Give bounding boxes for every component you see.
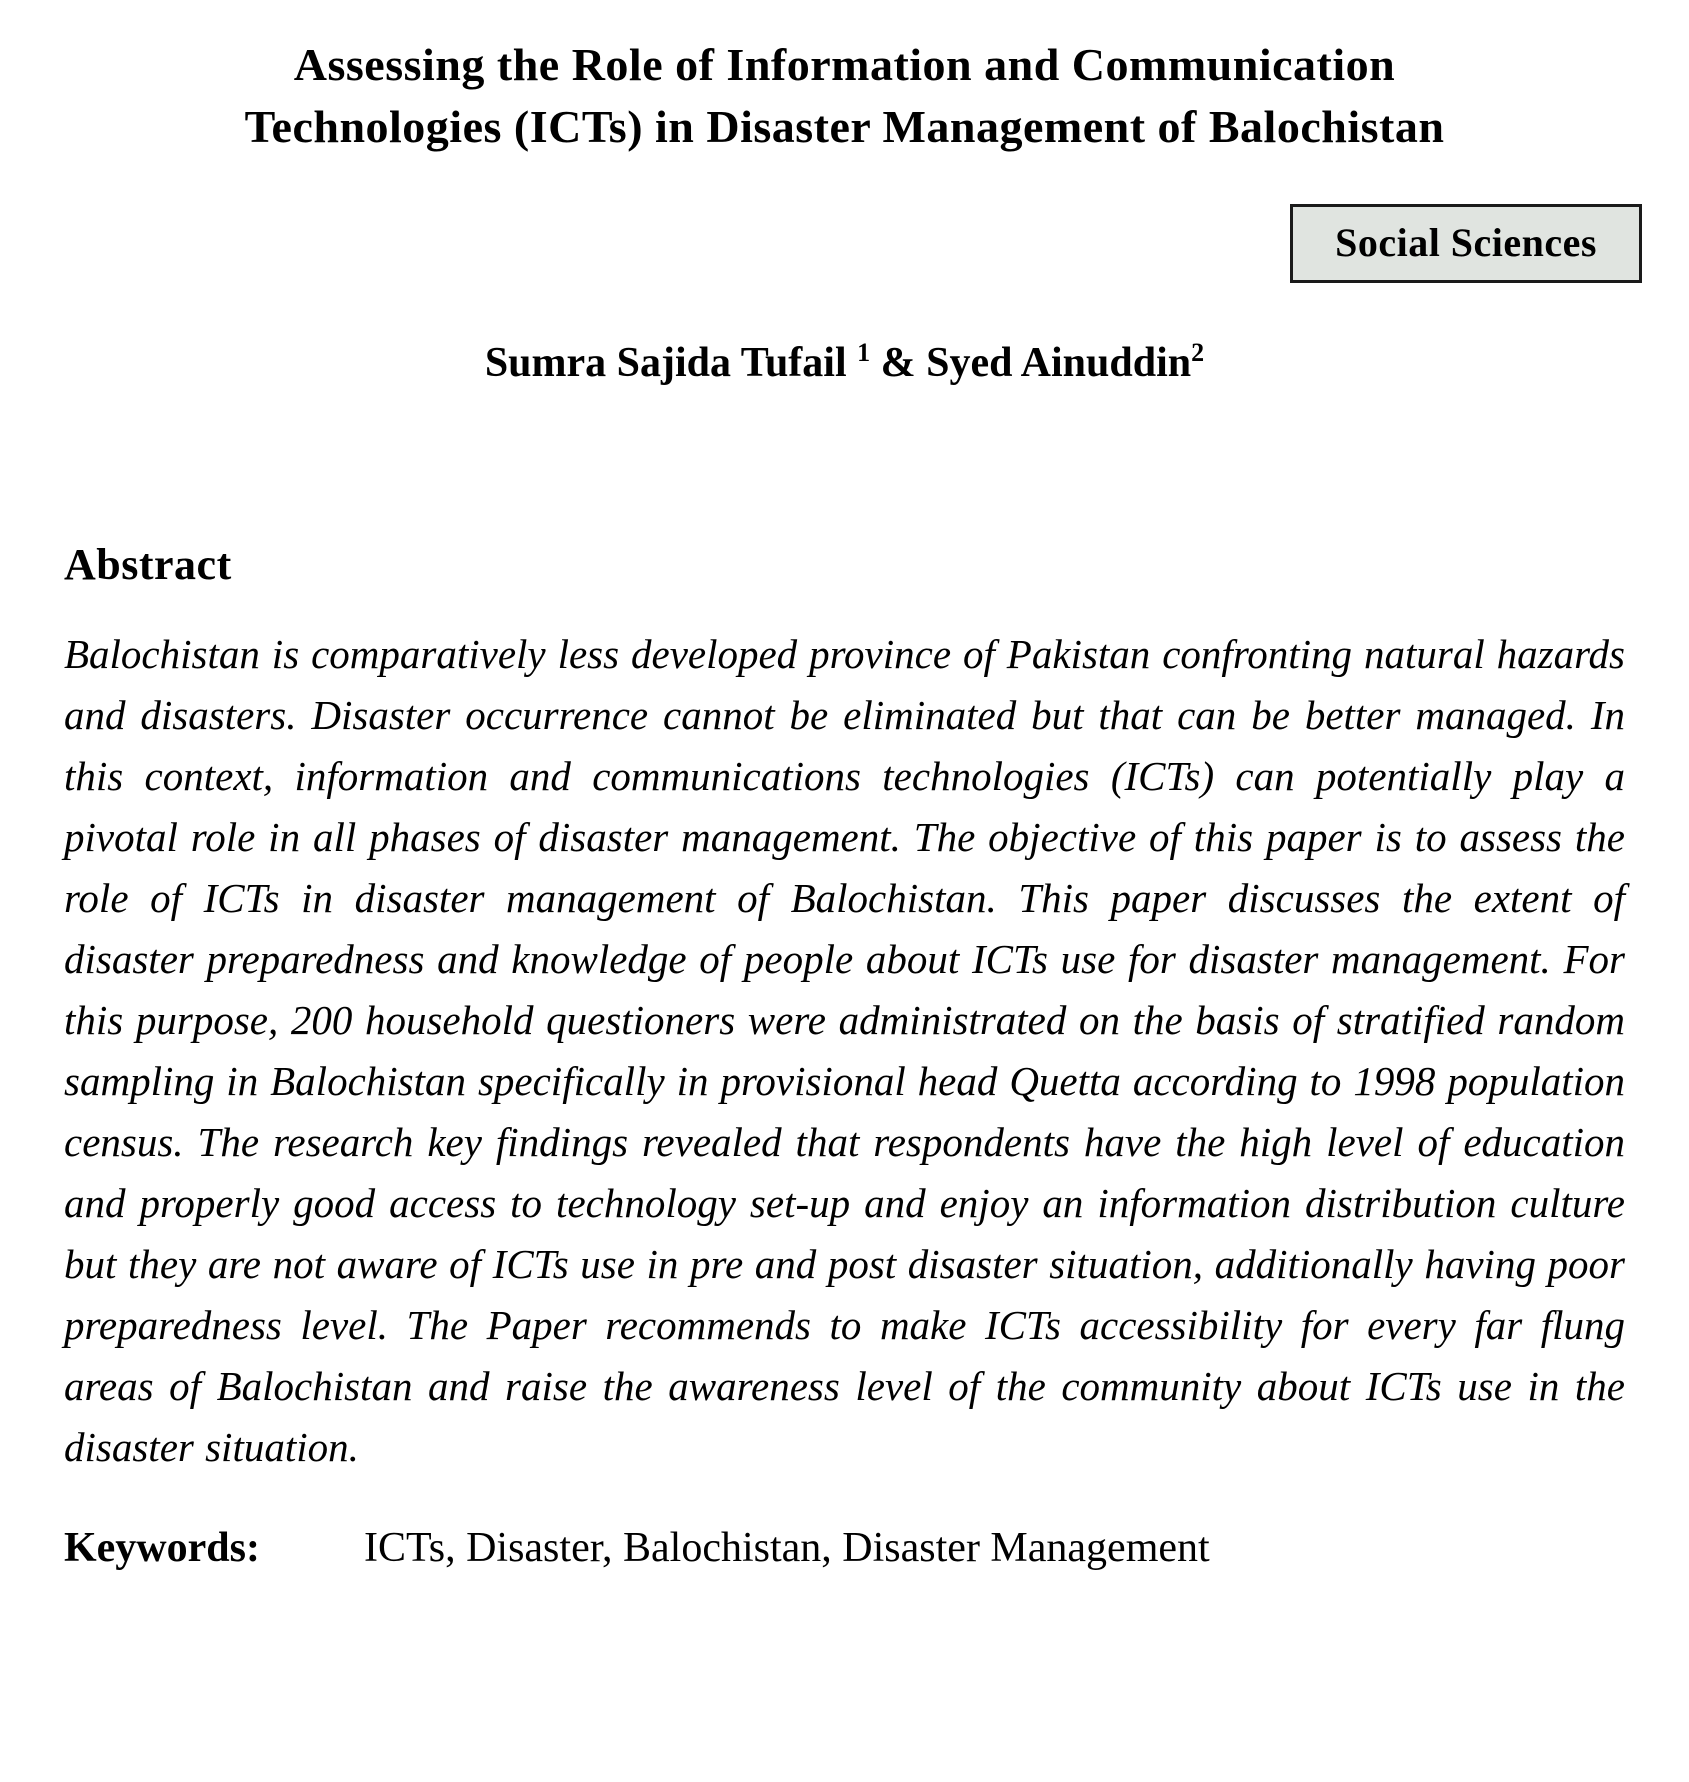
paper-title-line-2: Technologies (ICTs) in Disaster Management of Balochistan: [244, 101, 1445, 152]
keywords-label: Keywords:: [64, 1525, 260, 1571]
paper-title: [85, 34, 1604, 158]
abstract-heading: Abstract: [64, 540, 232, 589]
keywords-row: [64, 1524, 1625, 1572]
paper-title-line-1: Assessing the Role of Information and Communication: [293, 39, 1396, 90]
author-superscript-2: 2: [1191, 338, 1205, 367]
category-badge: Social Sciences: [1290, 204, 1642, 283]
author-name-2: Syed Ainuddin: [926, 340, 1192, 386]
abstract-text: Balochistan is comparatively less developed province of Pakistan confronting natural hazards and disasters. Disaster occurrence cannot be eliminated but that can be better managed. In this context, information and communications technologies (ICTs) can potentially play a pivotal role in all phases of disaster management. The objective of this paper is to assess the role of ICTs in disaster management of Balochistan. This paper discusses the extent of disaster preparedness and knowledge of people about ICTs use for disaster management. For this purpose, 200 household questioners were administrated on the basis of stratified random sampling in Balochistan specifically in provisional head Quetta according to 1998 population census. The research key findings revealed that respondents have the high level of education and properly good access to technology set-up and enjoy an information distribution culture but they are not aware of ICTs use in pre and post disaster situation, additionally having poor preparedness level. The Paper recommends to make ICTs accessibility for every far flung areas of Balochistan and raise the awareness level of the community about ICTs use in the disaster situation.: [64, 631, 1625, 1470]
author-name-1: Sumra Sajida Tufail: [484, 340, 847, 386]
authors-line: [0, 339, 1689, 387]
keywords-value: ICTs, Disaster, Balochistan, Disaster Management: [364, 1525, 1210, 1571]
authors-separator: &: [880, 340, 916, 386]
badge-row: [0, 204, 1689, 283]
author-superscript-1: 1: [857, 338, 871, 367]
